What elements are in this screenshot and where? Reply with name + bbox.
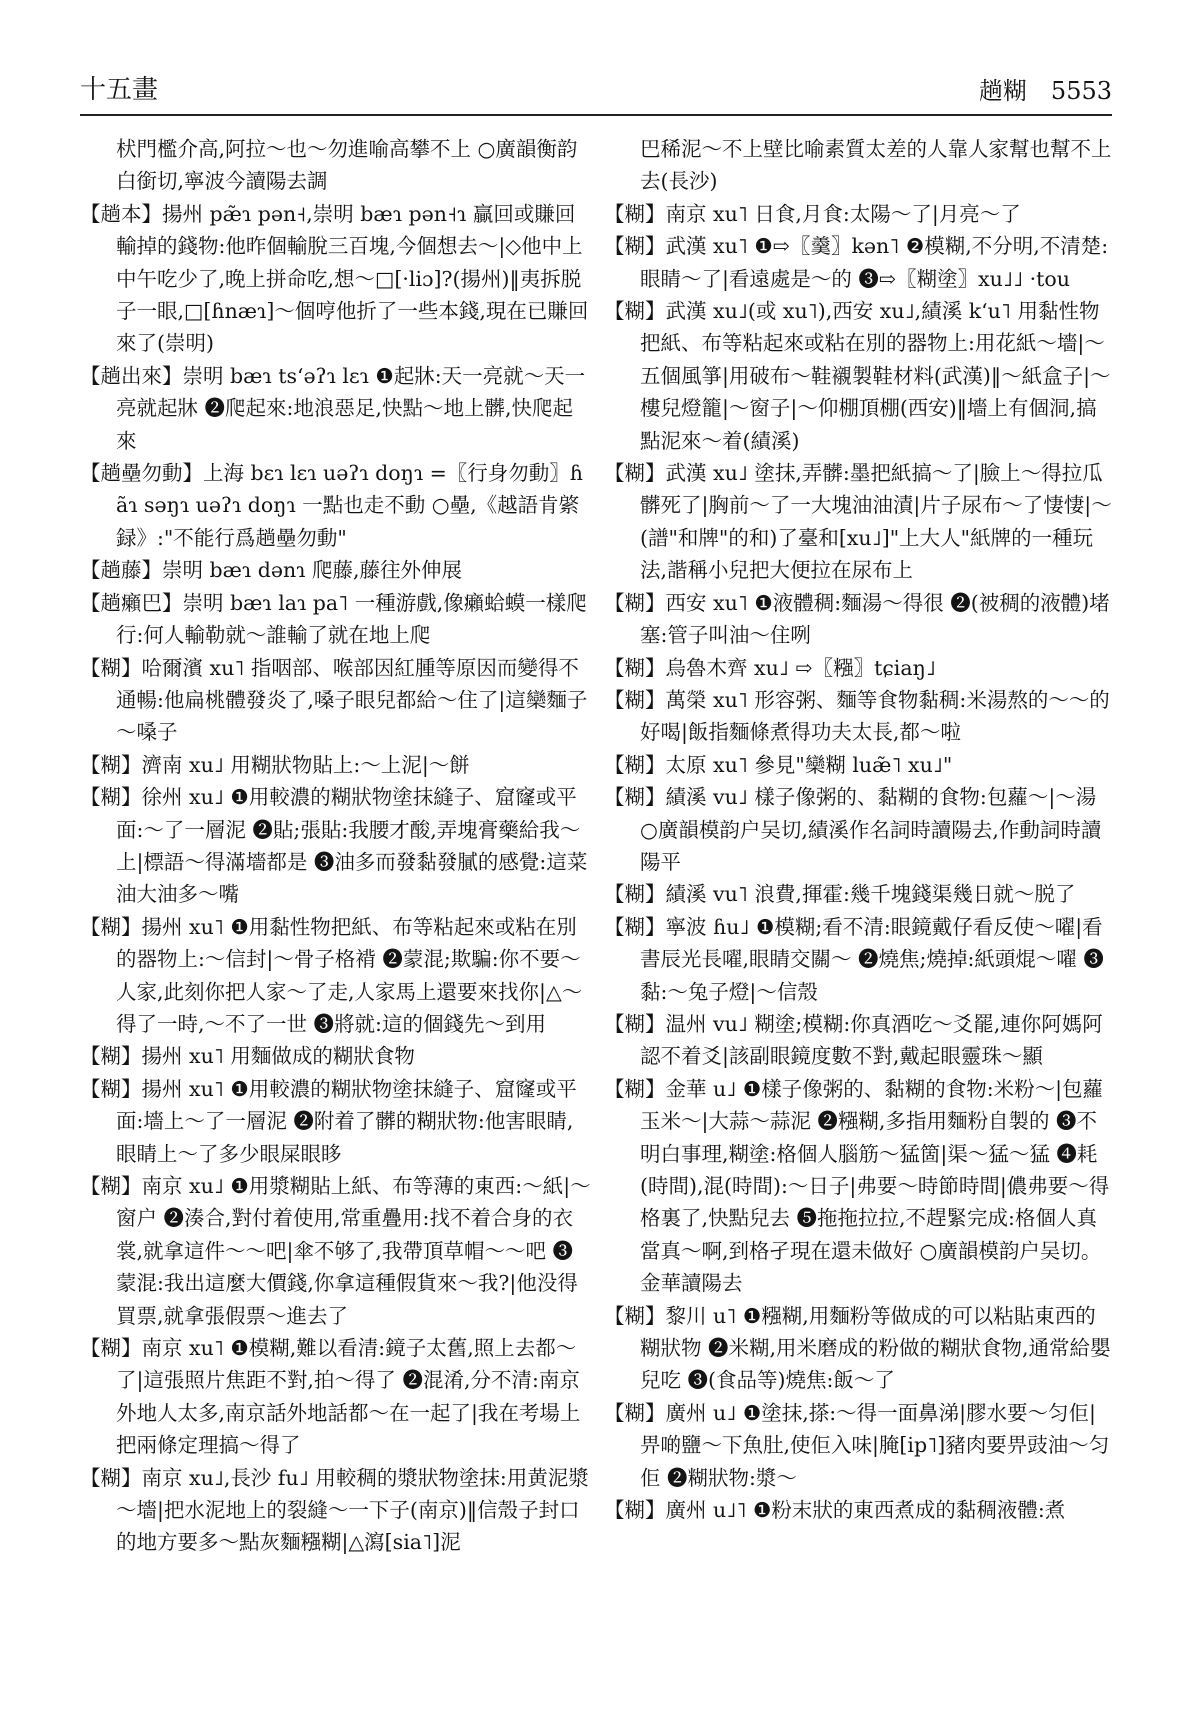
entry-headword: 【糊】	[604, 201, 666, 226]
entry-headword: 【趟出來】	[80, 363, 183, 388]
dictionary-entry	[80, 198, 592, 360]
entry-headword: 【糊】	[80, 914, 142, 939]
dictionary-entry	[80, 587, 592, 652]
entry-text: 徐州 xu˩ ❶用較濃的糊狀物塗抹縫子、窟窿或平面:～了一層泥 ❷貼;張貼:我腰才酸,弄塊膏藥給我～上|標語～得滿墻都是 ❸油多而發黏發膩的感覺:這菜油大油多～嘴	[116, 785, 588, 907]
entry-text: 崇明 bæɿ dənɿ 爬藤,藤往外伸展	[162, 558, 462, 583]
entry-headword: 【糊】	[604, 752, 666, 777]
dictionary-entry	[604, 1008, 1114, 1073]
entry-headword: 【趟本】	[80, 201, 162, 226]
dictionary-entry	[604, 878, 1114, 910]
dictionary-entry	[80, 911, 592, 1041]
entry-text: 枤門檻介高,阿拉～也～勿進喻高攀不上 ○廣韻衡韵白銜切,寧波今讀陽去調	[116, 137, 578, 194]
entry-text: 黎川 u˥ ❶糨糊,用麵粉等做成的可以粘貼東西的糊狀物 ❷米糊,用米磨成的粉做的糊狀食物,通常給嬰兒吃 ❸(食品等)燒焦:飯～了	[640, 1303, 1111, 1393]
dictionary-entry	[80, 1462, 592, 1559]
entry-headword: 【糊】	[604, 655, 666, 680]
page-heading-number: 趟糊 5553	[978, 77, 1112, 105]
entry-headword: 【糊】	[80, 1336, 142, 1361]
entry-text: 南京 xu˥ 日食,月食:太陽～了|月亮～了	[665, 201, 1021, 226]
dictionary-entry	[604, 230, 1114, 295]
entry-text: 烏魯木齊 xu˩ ⇨〖糨〗tɕiaŋ˩	[665, 655, 936, 680]
entry-headword: 【糊】	[604, 914, 666, 939]
dictionary-entry	[80, 1332, 592, 1462]
entry-headword: 【趟壘勿動】	[80, 461, 203, 486]
dictionary-entry	[80, 1073, 592, 1170]
dictionary-entry	[80, 554, 592, 586]
dictionary-entry	[604, 749, 1114, 781]
dictionary-entry	[604, 1300, 1114, 1397]
entry-headword: 【糊】	[604, 1498, 666, 1523]
dictionary-entry	[604, 587, 1114, 652]
dictionary-entry	[80, 1170, 592, 1332]
dictionary-entry	[604, 457, 1114, 587]
dictionary-entry	[604, 198, 1114, 230]
entry-headword: 【糊】	[604, 687, 666, 712]
dictionary-entry	[80, 749, 592, 781]
dictionary-entry	[80, 652, 592, 749]
entry-text: 上海 bɛɿ lɛɿ uəʔɿ doŋɿ =〖行身勿動〗ɦãɿ səŋɿ uəʔɿ doŋɿ 一點也走不動 ○壘,《越語肯綮録》:"不能行爲趟壘勿動"	[116, 461, 583, 550]
entry-headword: 【糊】	[604, 882, 666, 907]
entry-text: 揚州 xu˥ 用麵做成的糊狀食物	[141, 1044, 415, 1069]
entry-text: 温州 vu˩ 糊塗;模糊:你真酒吃～爻罷,連你阿媽阿認不着爻|該副眼鏡度數不對,戴起眼靈珠～顯	[640, 1011, 1103, 1069]
dictionary-entry	[604, 1073, 1114, 1300]
entry-text: 萬榮 xu˥ 形容粥、麵等食物黏稠:米湯熬的～～的好喝|飯指麵條煮得功夫太長,都～啦	[640, 687, 1110, 745]
dictionary-entry	[604, 911, 1114, 1008]
entry-headword: 【趟癩巴】	[80, 590, 183, 615]
left-column	[80, 133, 592, 1559]
entry-text: 崇明 bæɿ tsʻəʔɿ lɛɿ ❶起牀:天一亮就～天一亮就起牀 ❷爬起來:地浪惡足,快點～地上髒,快爬起來	[116, 363, 586, 453]
dictionary-entry	[80, 781, 592, 911]
entry-text: 武漢 xu˩ 塗抹,弄髒:墨把紙搞～了|臉上～得拉瓜髒死了|胸前～了一大塊油油漬|片子尿布～了悽悽|～(譜"和牌"的和)了臺和[xu˩]"上大人"紙牌的一種玩法,諧稱小兒把大便拉在尿布上	[640, 461, 1112, 583]
entry-headword: 【糊】	[604, 1400, 666, 1425]
entry-text: 武漢 xu˥ ❶⇨〖羹〗kən˥ ❷模糊,不分明,不清楚:眼睛～了|看遠處是～的 ❸⇨〖糊塗〗xu˩˩ ·tou	[640, 234, 1109, 291]
entry-headword: 【糊】	[80, 1076, 142, 1101]
right-column	[604, 133, 1114, 1526]
entry-headword: 【糊】	[80, 1044, 142, 1069]
entry-headword: 【糊】	[604, 461, 666, 486]
dictionary-entry	[604, 295, 1114, 457]
entry-text: 績溪 vu˩ 樣子像粥的、黏糊的食物:包蘿～|～湯 ○廣韻模韵户吴切,績溪作名詞時讀陽去,作動詞時讀陽平	[640, 785, 1102, 874]
dictionary-entry	[80, 360, 592, 457]
entry-text: 巴稀泥～不上壁比喻素質太差的人靠人家幫也幫不上去(長沙)	[640, 137, 1112, 194]
entry-headword: 【糊】	[604, 1011, 666, 1036]
entry-text: 太原 xu˥ 參見"欒糊 luæ̃˥ xu˩"	[665, 752, 953, 777]
entry-text: 廣州 u˩˥ ❶粉末狀的東西煮成的黏稠液體:煮	[665, 1498, 1066, 1523]
dictionary-entry	[80, 1040, 592, 1072]
entry-text: 南京 xu˩,長沙 fu˩ 用較稠的漿狀物塗抹:用黄泥漿～墻|把水泥地上的裂縫～一下子(南京)‖信殼子封口的地方要多～點灰麵糨糊|△瀉[sia˥]泥	[116, 1465, 589, 1555]
dictionary-entry	[604, 1494, 1114, 1526]
entry-text: 揚州 pæ̃ɿ pən˧,崇明 bæɿ pən˧ɿ 贏回或賺回輸掉的錢物:他昨個輸脫三百塊,今個想去～|◇他中上中午吃少了,晚上拼命吃,想～□[·liɔ]?(揚州)‖夷拆脱子一眼,□[ɦnæɿ]～個哼他折了一些本錢,現在已賺回來了(崇明)	[116, 201, 589, 356]
entry-continuation	[604, 133, 1114, 198]
entry-headword: 【糊】	[604, 590, 666, 615]
entry-text: 寧波 ɦu˩ ❶模糊;看不清:眼鏡戴仔看反使～嚁|看書辰光長嚁,眼睛交關～ ❷燒焦;燒掉:紙頭焜～嚁 ❸黏:～兔子燈|～信殼	[640, 914, 1104, 1004]
entry-text: 廣州 u˩ ❶塗抹,搽:～得一面鼻涕|膠水要～匀佢|畀啲鹽～下魚肚,使佢入味|腌[ip˥]豬肉要畀豉油～匀佢 ❷糊狀物:漿～	[640, 1400, 1110, 1490]
entry-headword: 【糊】	[80, 785, 142, 810]
entry-text: 西安 xu˥ ❶液體稠:麵湯～得很 ❷(被稠的液體)堵塞:管子叫油～住咧	[640, 590, 1110, 648]
entry-headword: 【糊】	[604, 785, 666, 810]
dictionary-entry	[604, 684, 1114, 749]
entry-text: 武漢 xu˩(或 xu˥),西安 xu˩,績溪 kʻu˥ 用黏性物把紙、布等粘起來或粘在別的器物上:用花紙～墻|～五個風箏|用破布～鞋襯製鞋材料(武漢)‖～紙盒子|～樓兒燈籠|～窗子|～仰棚頂棚(西安)‖墻上有個洞,搞點泥來～着(績溪)	[640, 299, 1111, 453]
entry-headword: 【糊】	[80, 1465, 142, 1490]
entry-headword: 【趟藤】	[80, 558, 162, 583]
entry-text: 揚州 xu˥ ❶用較濃的糊狀物塗抹縫子、窟窿或平面:墻上～了一層泥 ❷附着了髒的糊狀物:他害眼睛,眼睛上～了多少眼屎眼眵	[116, 1076, 577, 1166]
dictionary-entry	[604, 781, 1114, 878]
entry-text: 南京 xu˥ ❶模糊,難以看清:鏡子太舊,照上去都～了|這張照片焦距不對,拍～得了 ❷混淆,分不清:南京外地人太多,南京話外地話都～在一起了|我在考場上把兩條定理搞～得了	[116, 1336, 581, 1458]
dictionary-entry	[604, 652, 1114, 684]
entry-headword: 【糊】	[604, 234, 666, 259]
entry-headword: 【糊】	[604, 299, 666, 324]
entry-text: 崇明 bæɿ laɿ pa˥ 一種游戲,像癩蛤蟆一樣爬行:何人輸勒就～誰輸了就在地上爬	[116, 590, 587, 648]
entry-headword: 【糊】	[80, 655, 142, 680]
dictionary-entry	[604, 1397, 1114, 1494]
entry-headword: 【糊】	[604, 1303, 666, 1328]
entry-headword: 【糊】	[604, 1076, 666, 1101]
entry-text: 濟南 xu˩ 用糊狀物貼上:～上泥|～餅	[141, 752, 470, 777]
entry-headword: 【糊】	[80, 752, 142, 777]
entry-text: 南京 xu˩ ❶用漿糊貼上紙、布等薄的東西:～紙|～窗户 ❷湊合,對付着使用,常重疊用:找不着合身的衣裳,就拿這件～～吧|傘不够了,我帶頂草帽～～吧 ❸蒙混:我出這麼大價錢,你拿這種假貨來～我?|他没得買票,就拿張假票～進去了	[116, 1174, 591, 1328]
entry-text: 揚州 xu˥ ❶用黏性物把紙、布等粘起來或粘在別的器物上:～信封|～骨子格褙 ❷蒙混;欺騙:你不要～人家,此刻你把人家～了走,人家馬上還要來找你|△～得了一時,～不了一世 ❸將就:這的個錢先～到用	[116, 914, 583, 1036]
entry-headword: 【糊】	[80, 1174, 142, 1198]
entry-continuation	[80, 133, 592, 198]
entry-text: 金華 u˩ ❶樣子像粥的、黏糊的食物:米粉～|包蘿玉米～|大蒜～蒜泥 ❷糨糊,多指用麵粉自製的 ❸不明白事理,糊塗:格個人腦筋～猛箇|渠～猛～猛 ❹耗(時間),混(時間):～日子|弗要～時節時間|儂弗要～得格裏了,快點兒去 ❺拖拖拉拉,不趕緊完成:格個人真當真～啊,到格孑現在還未做好 ○廣韻模韵户吴切。金華讀陽去	[640, 1076, 1110, 1296]
entry-text: 哈爾濱 xu˥ 指咽部、喉部因紅腫等原因而變得不通暢:他扁桃體發炎了,嗓子眼兒都給～住了|這欒麵子～嗓子	[116, 655, 588, 745]
page-header	[80, 70, 1112, 116]
section-title: 十五畫	[80, 75, 159, 105]
dictionary-entry	[80, 457, 592, 554]
entry-text: 績溪 vu˥ 浪費,揮霍:幾千塊錢渠幾日就～脱了	[665, 882, 1076, 907]
